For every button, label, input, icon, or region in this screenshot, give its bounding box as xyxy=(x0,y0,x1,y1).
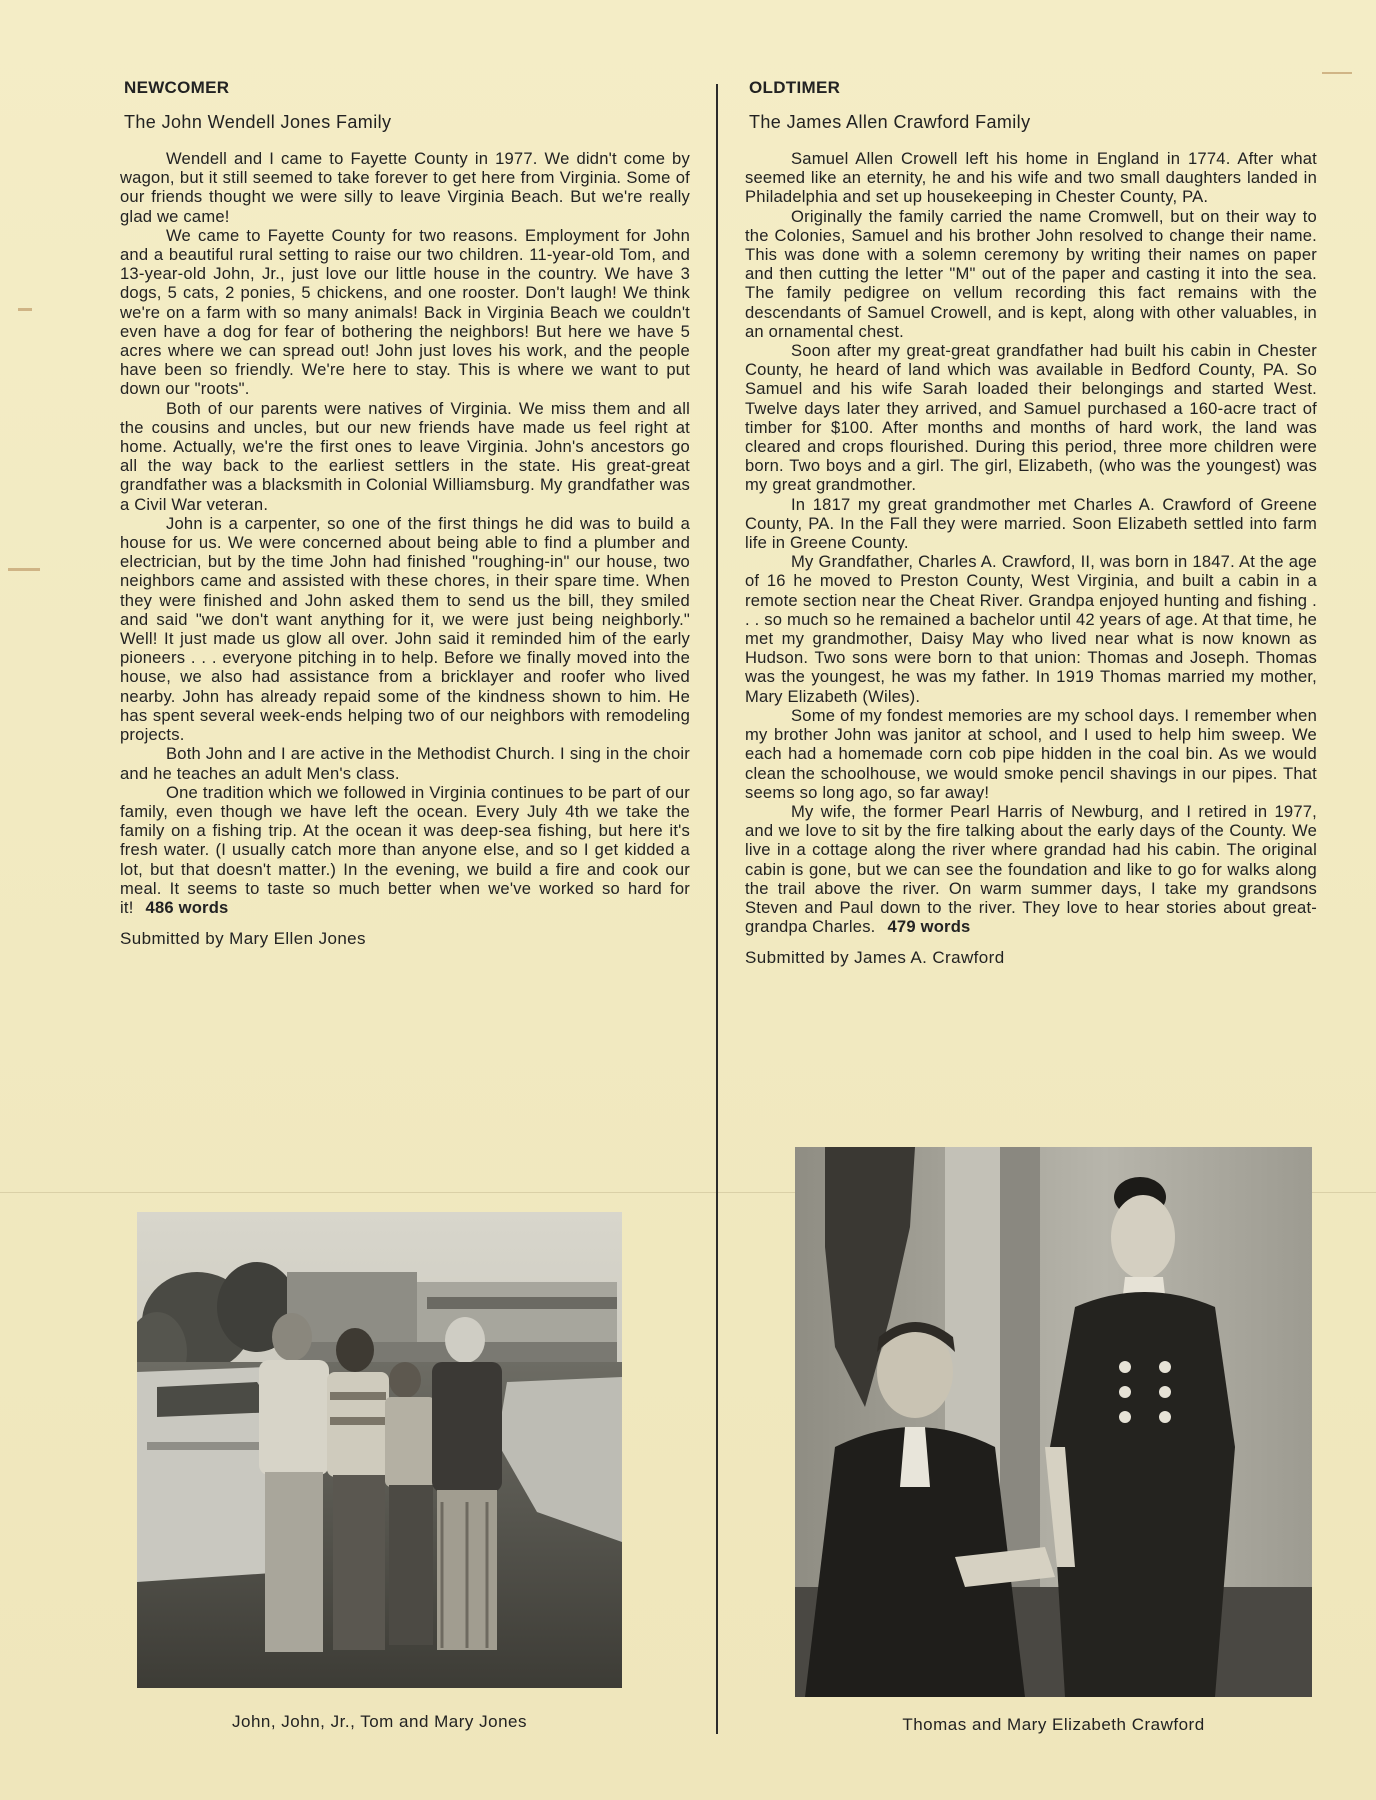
paragraph: We came to Fayette County for two reasons. Employment for John and a beautiful rural setting to raise our two children. 11-year-old Tom, and 13-year-old John, Jr., just love our little house in the country. We have 3 dogs, 5 cats, 2 ponies, 5 chickens, and one rooster. Don't laugh! We think we're on a farm with so many animals! Back in Virginia Beach we couldn't even have a dog for fear of bothering the neighbors! But here we have 5 acres where we can spread out! John just loves his work, and the people have been so friendly. We're here to stay. This is where we want to put down our "roots". xyxy=(120,225,690,399)
word-count: 486 words xyxy=(145,897,229,917)
paragraph: Originally the family carried the name Cromwell, but on their way to the Colonies, Samuel and his brother John resolved to change their name. This was done with a solemn ceremony by writing their names on paper and then cutting the letter "M" out of the paper and casting it into the sea. The family pedigree on vellum recording this fact remains with the descendants of Samuel Crowell, and is kept, along with other valuables, in an ornamental chest. xyxy=(745,206,1317,341)
paragraph: Both John and I are active in the Methodist Church. I sing in the choir and he teaches an adult Men's class. xyxy=(120,744,690,783)
margin-mark xyxy=(18,308,32,311)
photo-illustration xyxy=(137,1212,622,1688)
paragraph-text: One tradition which we followed in Virginia continues to be part of our family, even though we have left the ocean. Every July 4th we take the family on a fishing trip. At the ocean it was deep-sea fishing, but here it's fresh water. (I usually catch more than anyone else, and so I get kidded a lot, but that doesn't matter.) In the evening, we build a fire and cook our meal. It seems to taste so much better when we've worked so hard for it! xyxy=(120,782,690,917)
person-figure xyxy=(259,1313,329,1652)
photo-caption: John, John, Jr., Tom and Mary Jones xyxy=(232,1712,527,1731)
person-figure xyxy=(327,1328,389,1650)
section-heading: OLDTIMER xyxy=(749,78,841,97)
paragraph: Samuel Allen Crowell left his home in England in 1774. After what seemed like an eternity, he and his wife and two small daughters landed in Philadelphia and set up housekeeping in Chester County, PA. xyxy=(745,149,1317,207)
paragraph: In 1817 my great grandmother met Charles A. Crawford of Greene County, PA. In the Fall they were married. Soon Elizabeth settled into farm life in Greene County. xyxy=(745,494,1317,553)
family-title: The John Wendell Jones Family xyxy=(124,112,392,132)
person-figure xyxy=(385,1362,435,1645)
paragraph: John is a carpenter, so one of the first things he did was to build a house for us. We were concerned about being able to find a plumber and electrician, but by the time John had finished "roughing-in" our house, two neighbors came and assisted with these chores, in their spare time. When they were finished and John asked them to send us the bill, they smiled and said "we don't want anything for it, we were just being neighborly." Well! It just made us glow all over. John said it reminded him of the early pioneers . . . everyone pitching in to help. Before we finally moved into the house, we also had assistance from a bricklayer and roofer who lived nearby. John has already repaid some of the kindness shown to him. He has spent several week-ends helping two of our neighbors with remodeling projects. xyxy=(120,513,690,745)
jones-family-photo xyxy=(137,1212,622,1688)
margin-mark xyxy=(8,568,40,571)
section-heading: NEWCOMER xyxy=(124,78,230,97)
oldtimer-column xyxy=(745,78,1317,968)
crawford-couple-photo xyxy=(795,1147,1312,1697)
family-title: The James Allen Crawford Family xyxy=(749,112,1031,132)
column-divider xyxy=(716,84,718,1734)
margin-mark xyxy=(1322,72,1352,74)
submitted-by: Submitted by James A. Crawford xyxy=(745,948,1005,968)
paragraph: Wendell and I came to Fayette County in 1977. We didn't come by wagon, but it still seemed to take forever to get here from Virginia. Some of our friends thought we were silly to leave Virginia Beach. But we're really glad we came! xyxy=(120,149,690,226)
paragraph-last xyxy=(120,783,690,917)
photo-illustration xyxy=(795,1147,1312,1697)
paragraph: My Grandfather, Charles A. Crawford, II, was born in 1847. At the age of 16 he moved to Preston County, West Virginia, and built a cabin in a remote section near the Cheat River. Grandpa enjoyed hunting and fishing . . . so much so he remained a bachelor until 42 years of age. At that time, he met my grandmother, Daisy May who lived near what is now known as Hudson. Two sons were born to that union: Thomas and Joseph. Thomas was the youngest, he was my father. In 1919 Thomas married my mother, Mary Elizabeth (Wiles). xyxy=(745,552,1317,706)
newcomer-article xyxy=(120,149,690,917)
word-count: 479 words xyxy=(887,917,971,937)
person-figure xyxy=(432,1317,502,1650)
paragraph: Both of our parents were natives of Virginia. We miss them and all the cousins and uncles, but our new friends have made us feel right at home. Actually, we're the first ones to leave Virginia. John's ancestors go all the way back to the earliest settlers in the state. His great-great grandfather was a blacksmith in Colonial Williamsburg. My grandfather was a Civil War veteran. xyxy=(120,398,690,514)
paragraph-last xyxy=(745,802,1317,936)
newcomer-column xyxy=(120,78,690,949)
photo-caption: Thomas and Mary Elizabeth Crawford xyxy=(902,1715,1205,1734)
paragraph: Some of my fondest memories are my school days. I remember when my brother John was janitor at school, and I used to help him sweep. We each had a homemade corn cob pipe hidden in the coal bin. As we would clean the schoolhouse, we would smoke pencil shavings in our pipes. That seems so long ago, so far away! xyxy=(745,705,1317,802)
submitted-by: Submitted by Mary Ellen Jones xyxy=(120,929,366,949)
oldtimer-article xyxy=(745,149,1317,936)
paragraph-text: My wife, the former Pearl Harris of Newburg, and I retired in 1977, and we love to sit by the fire talking about the early days of the County. We live in a cottage along the river where grandad had his cabin. The original cabin is gone, but we can see the foundation and like to go for walks along the trail above the river. On warm summer days, I take my grandsons Steven and Paul down to the river. They love to hear stories about great-grandpa Charles. xyxy=(745,801,1317,937)
paragraph: Soon after my great-great grandfather had built his cabin in Chester County, he heard of land which was available in Bedford County, PA. So Samuel and his wife Sarah loaded their belongings and started West. Twelve days later they arrived, and Samuel purchased a 160-acre tract of timber for $100. After months and months of hard work, the land was cleared and crops flourished. During this period, three more children were born. Two boys and a girl. The girl, Elizabeth, (who was the youngest) was my great grandmother. xyxy=(745,341,1317,495)
